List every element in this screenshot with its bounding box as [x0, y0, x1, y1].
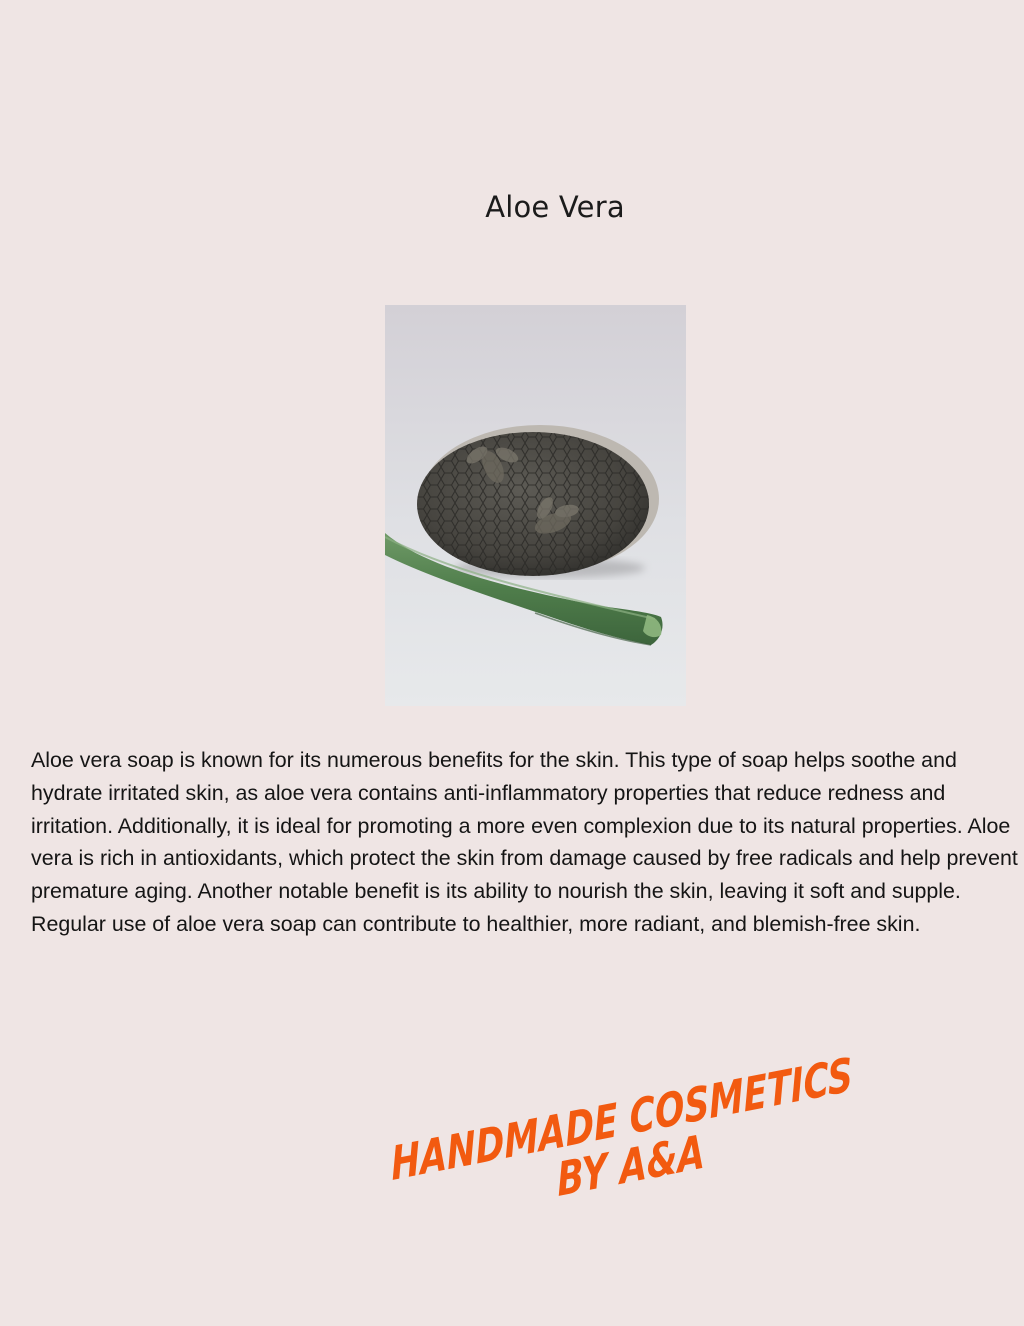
brand-logo — [380, 1050, 880, 1210]
brand-logo-line2: BY A&A — [555, 1115, 749, 1208]
product-description: Aloe vera soap is known for its numerous benefits for the skin. This type of soap helps soothe and hydrate irritated skin, as aloe vera contains anti-inflammatory properties that reduce redness and irritation. Additionally, it is ideal for promoting a more even complexion due to its natural properties. Aloe vera is rich in antioxidants, which protect the skin from damage caused by free radicals and help prevent premature aging. Another notable benefit is its ability to nourish the skin, leaving it soft and supple. Regular use of aloe vera soap can contribute to healthier, more radiant, and blemish-free skin. — [31, 748, 1018, 936]
page-title: Aloe Vera — [485, 190, 625, 224]
brand-logo-line1: HANDMADE COSMETICS — [389, 1050, 880, 1192]
product-photo — [385, 305, 686, 706]
aloe-soap-image — [385, 305, 686, 706]
